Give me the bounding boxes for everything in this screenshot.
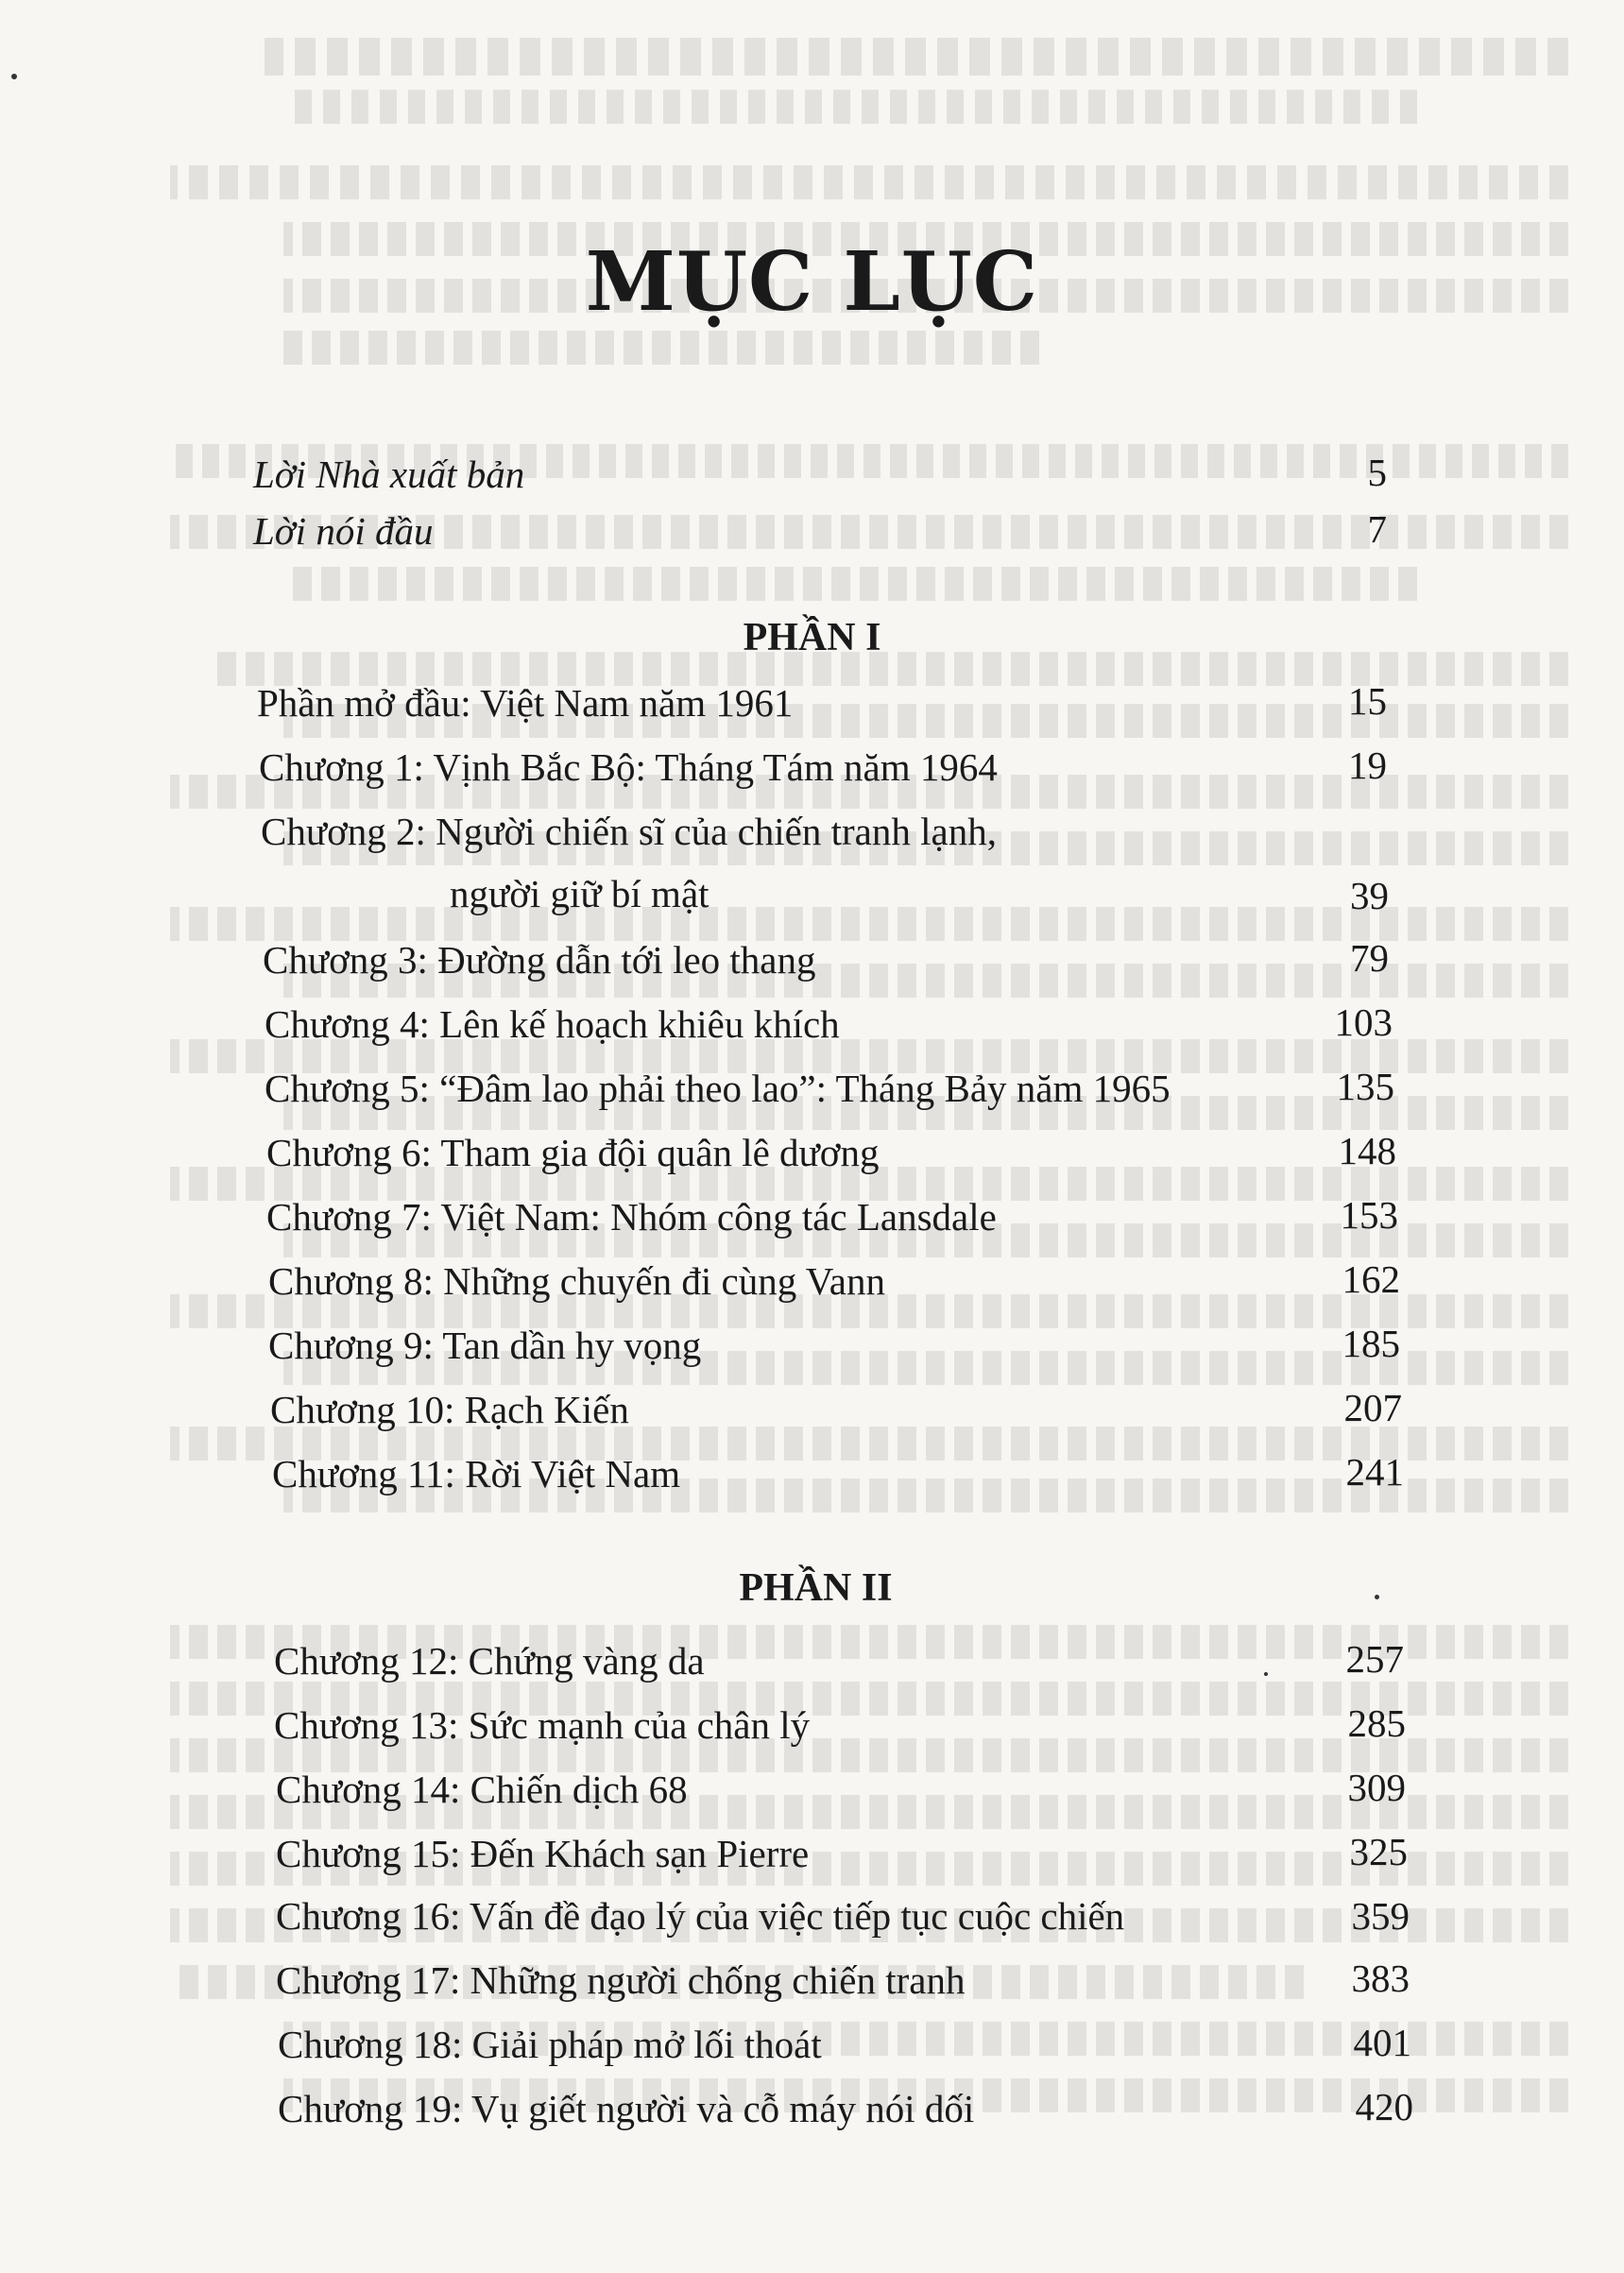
toc-entry-label: Chương 5: “Đâm lao phải theo lao”: Tháng Bảy năm 1965 — [265, 1067, 1171, 1110]
toc-entry-page: 15 — [1348, 679, 1387, 723]
toc-entry-page: 241 — [1345, 1450, 1404, 1494]
toc-entry-page: 162 — [1342, 1257, 1400, 1301]
toc-entry-page: 401 — [1353, 2021, 1411, 2064]
toc-entry-label: Chương 12: Chứng vàng da — [274, 1639, 705, 1683]
toc-entry-label: Chương 17: Những người chống chiến tranh — [276, 1958, 966, 2002]
toc-entry-page: 257 — [1345, 1637, 1404, 1681]
toc-entry-label: Chương 13: Sức mạnh của chân lý — [274, 1703, 811, 1747]
toc-entry-label: Lời Nhà xuất bản — [253, 453, 525, 496]
page-title: MỤC LỤC — [585, 234, 1039, 330]
toc-entry-label: Chương 18: Giải pháp mở lối thoát — [278, 2023, 822, 2066]
toc-entry-page: 383 — [1351, 1957, 1410, 2000]
toc-entry-page: 148 — [1338, 1129, 1396, 1172]
toc-entry-page: 185 — [1342, 1322, 1400, 1365]
toc-entry-label: Chương 19: Vụ giết người và cỗ máy nói dối — [278, 2087, 975, 2130]
toc-entry-page: 359 — [1351, 1894, 1410, 1938]
toc-entry-label: Chương 15: Đến Khách sạn Pierre — [276, 1832, 810, 1875]
toc-entry-label: người giữ bí mật — [450, 872, 709, 915]
toc-entry-label: Chương 9: Tan dần hy vọng — [268, 1324, 702, 1367]
toc-entry-label: Chương 4: Lên kế hoạch khiêu khích — [265, 1002, 840, 1046]
toc-entry-page: 5 — [1367, 451, 1387, 494]
toc-entry-label: Chương 3: Đường dẫn tới leo thang — [263, 938, 816, 982]
toc-entry-page: 7 — [1367, 507, 1387, 551]
toc-entry-page: 285 — [1347, 1701, 1406, 1745]
toc-entry-page: 325 — [1349, 1830, 1408, 1873]
toc-entry-label: Chương 10: Rạch Kiến — [270, 1388, 629, 1431]
toc-entry-page: 79 — [1350, 936, 1389, 980]
toc-entry-label: Chương 14: Chiến dịch 68 — [276, 1768, 688, 1811]
toc-entry-label: Chương 16: Vấn đề đạo lý của việc tiếp tục cuộc chiến — [276, 1894, 1125, 1938]
speck-mark — [1264, 1672, 1268, 1676]
toc-entry-label: Lời nói đầu — [253, 509, 434, 553]
toc-entry-page: 207 — [1343, 1386, 1402, 1429]
toc-entry-page: 39 — [1350, 874, 1389, 917]
toc-entry-page: 103 — [1334, 1000, 1393, 1044]
toc-entry-label: Chương 2: Người chiến sĩ của chiến tranh lạnh, — [261, 810, 997, 853]
toc-entry-label: Chương 8: Những chuyến đi cùng Vann — [268, 1259, 885, 1303]
part-heading: PHẦN II — [739, 1566, 893, 1610]
toc-entry-page: 135 — [1336, 1065, 1394, 1108]
toc-entry-label: Phần mở đầu: Việt Nam năm 1961 — [257, 681, 794, 725]
part-heading: PHẦN I — [743, 616, 881, 659]
toc-entry-page: 420 — [1355, 2085, 1413, 2128]
toc-entry-page: 153 — [1340, 1193, 1398, 1237]
toc-entry-label: Chương 1: Vịnh Bắc Bộ: Tháng Tám năm 1964 — [259, 745, 998, 789]
toc-entry-page: 19 — [1348, 743, 1387, 787]
toc-entry-label: Chương 6: Tham gia đội quân lê dương — [266, 1131, 880, 1174]
toc-entry-page: 309 — [1347, 1766, 1406, 1809]
toc-entry-label: Chương 11: Rời Việt Nam — [272, 1452, 681, 1495]
speck-mark — [11, 74, 17, 79]
toc-entry-label: Chương 7: Việt Nam: Nhóm công tác Lansdale — [266, 1195, 997, 1239]
